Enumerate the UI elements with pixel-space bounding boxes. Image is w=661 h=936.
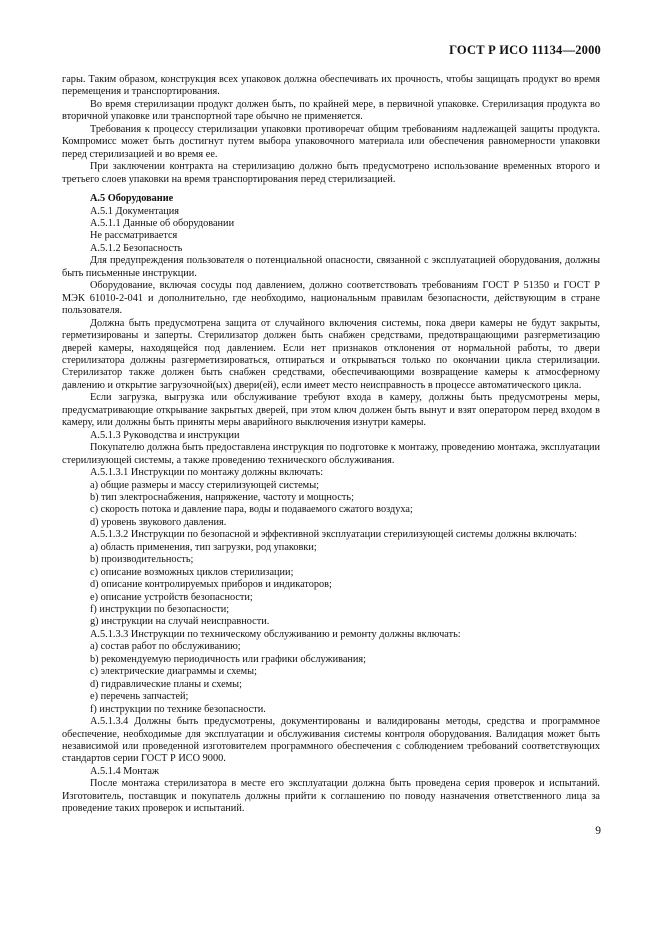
list-item: А.5.1.2 Безопасность <box>90 242 183 254</box>
list-item: a) состав работ по обслуживанию; <box>90 641 241 653</box>
list-item: А.5.1.3.1 Инструкции по монтажу должны включать: <box>90 467 324 479</box>
list-item: d) описание контролируемых приборов и индикаторов; <box>90 579 332 591</box>
paragraph: Должна быть предусмотрена защита от случайного включения системы, пока двери камеры не будут закрыты, герметизированы и заперты. Стерилизатор должен быть снабжен средствами, предотвращающими разгерметизацию дверей камеры, находящейся под давлением. Если нет признаков отклонения от нормальной работы, то двери стерилизатора должны разгерметизироваться, отпираться и открываться только по окончании цикла стерилизации. Стерилизатор также должен быть снабжен средствами, обеспечивающими возвращение камеры к атмосферному давлению и открытие загрузочной(ых) двери(ей), если имеет место неисправность в процессе автоматического цикла. <box>62 317 600 391</box>
paragraph: Во время стерилизации продукт должен быть, по крайней мере, в первичной упаковке. Стерилизация продукта во вторичной упаковке или транспортной таре обычно не применяется. <box>62 98 600 123</box>
list-item: А.5.1.1 Данные об оборудовании <box>90 217 235 229</box>
list-item: d) уровень звукового давления. <box>90 516 227 528</box>
paragraph: Покупателю должна быть предоставлена инструкция по подготовке к монтажу, проведению монтажа, эксплуатации стерилизующей системы, а также проведению технического обслуживания. <box>62 442 600 466</box>
list-item: А.5.1.3.3 Инструкции по техническому обслуживанию и ремонту должны включать: <box>90 628 461 640</box>
paragraph: гары. Таким образом, конструкция всех упаковок должна обеспечивать их прочность, чтобы защищать продукт во время перемещения и транспортирования. <box>62 74 600 98</box>
list-item: f) инструкции по безопасности; <box>90 604 230 616</box>
section-heading: А.5 Оборудование <box>90 193 174 205</box>
list-item: c) скорость потока и давление пара, воды и подаваемого сжатого воздуха; <box>90 504 413 516</box>
list-item: А.5.1.3 Руководства и инструкции <box>90 429 240 441</box>
paragraph: При заключении контракта на стерилизацию должно быть предусмотрено использование временных второго и третьего слоев упаковки на время транспортирования перед стерилизацией. <box>62 161 600 185</box>
list-item: b) производительность; <box>90 554 194 566</box>
list-item: a) общие размеры и массу стерилизующей системы; <box>90 479 319 491</box>
list-item: a) область применения, тип загрузки, род упаковки; <box>90 541 317 553</box>
list-item: А.5.1 Документация <box>90 205 180 217</box>
list-item: d) гидравлические планы и схемы; <box>90 678 242 690</box>
list-item: Не рассматривается <box>90 230 178 242</box>
paragraph: А.5.1.3.2 Инструкции по безопасной и эффективной эксплуатации стерилизующей системы должны включать: <box>90 529 577 541</box>
paragraph: А.5.1.3.4 Должны быть предусмотрены, документированы и валидированы методы, средства и программное обеспечение, необходимые для эксплуатации и обслуживания системы контроля оборудования. Валидация может быть независимой или проведенной изготовителем программного обеспечения с соблюдением требований соответствующих стандартов серии ГОСТ Р ИСО 9000. <box>62 716 600 765</box>
list-item: b) рекомендуемую периодичность или графики обслуживания; <box>90 653 367 665</box>
list-item: e) описание устройств безопасности; <box>90 591 253 603</box>
list-item: b) тип электроснабжения, напряжение, частоту и мощность; <box>90 491 354 503</box>
paragraph: Требования к процессу стерилизации упаковки противоречат общим требованиям надлежащей защиты продукта. Компромисс может быть достигнут путем выбора упаковочного материала или обеспечения равномерности упаковки перед стерилизацией и во время ее. <box>62 123 600 160</box>
list-item: c) описание возможных циклов стерилизации; <box>90 566 294 578</box>
paragraph: Если загрузка, выгрузка или обслуживание требуют входа в камеру, должны быть предусмотрены меры, предусматривающие открывание закрытых дверей, при этом ключ должен быть вынут и взят оператором перед входом в камеру, или должны быть приняты меры аварийного выключения изнутри камеры. <box>62 392 600 429</box>
paragraph: Оборудование, включая сосуды под давлением, должно соответствовать требованиям ГОСТ Р 51350 и ГОСТ Р МЭК 61010-2-041 и дополнительно, где необходимо, национальным правилам безопасности, действующим в стране пользователя. <box>62 280 600 317</box>
list-item: e) перечень запчастей; <box>90 691 189 703</box>
list-item: f) инструкции по технике безопасности. <box>90 703 266 715</box>
paragraph: После монтажа стерилизатора в месте его эксплуатации должна быть проведена серия проверок и испытаний. Изготовитель, поставщик и покупатель должны прийти к соглашению по поводу назначения ответственного лица за проведение таких проверок и испытаний. <box>62 778 600 815</box>
list-item: А.5.1.4 Монтаж <box>90 765 160 777</box>
page-number: 9 <box>595 825 601 837</box>
list-item: g) инструкции на случай неисправности. <box>90 616 270 628</box>
list-item: c) электрические диаграммы и схемы; <box>90 666 257 678</box>
document-header: ГОСТ Р ИСО 11134—2000 <box>449 43 601 57</box>
paragraph: Для предупреждения пользователя о потенциальной опасности, связанной с эксплуатацией оборудования, должны быть письменные инструкции. <box>62 255 600 279</box>
document-body <box>62 74 600 816</box>
